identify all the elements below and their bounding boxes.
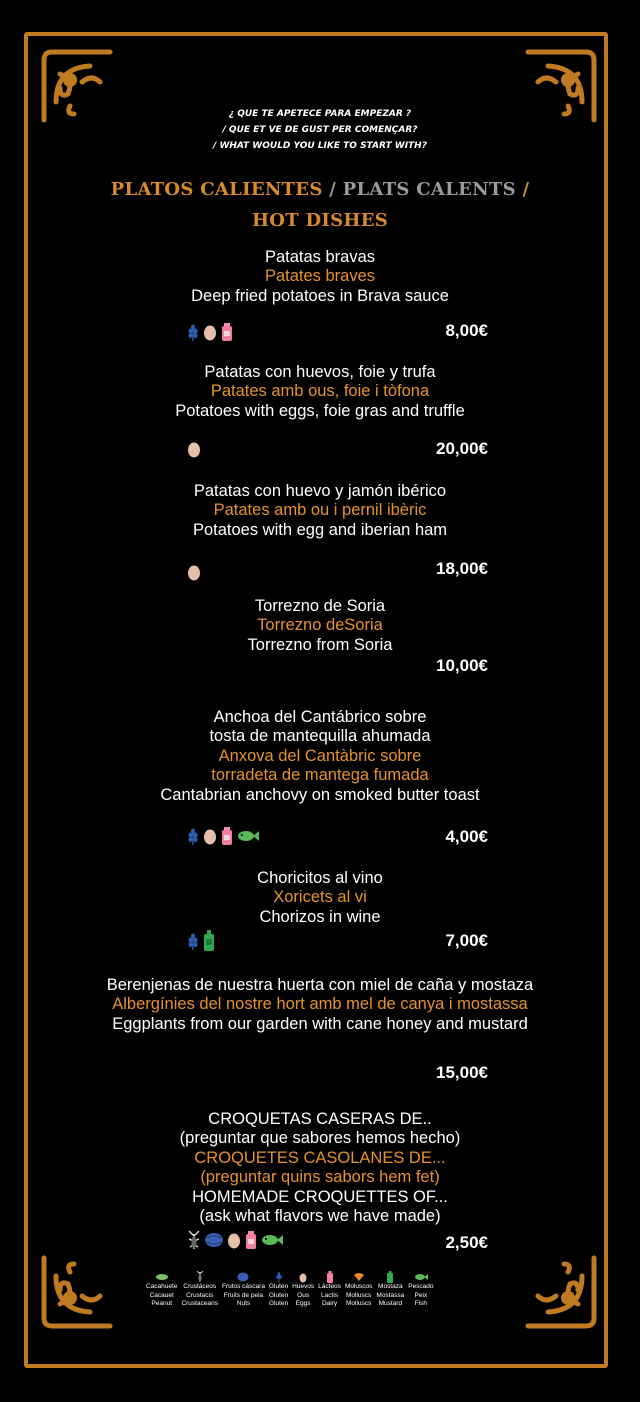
dish-price: 10,00€ [436, 656, 488, 675]
menu-item [0, 708, 640, 805]
legend-label-es: Pescado [408, 1283, 434, 1290]
legend-label-en: Crustaceans [181, 1300, 218, 1307]
legend-label-en: Eggs [295, 1300, 311, 1307]
dish-name-en: Deep fried potatoes in Brava sauce [191, 286, 449, 305]
allergen-legend [146, 1271, 434, 1309]
mustard-icon [202, 930, 216, 952]
egg-icon [202, 323, 218, 341]
gluten-icon [186, 323, 200, 341]
dish-name-en: Torrezno from Soria [247, 635, 393, 654]
legend-label-ca: Lactis [321, 1291, 339, 1299]
legend-label-es: Moluscos [344, 1283, 373, 1290]
dish-name-ca-line2: torradeta de mantega fumada [211, 766, 429, 785]
dish-name-ca-line1: Anxova del Cantàbric sobre [218, 746, 422, 765]
menu-item [0, 363, 640, 421]
dish-name-ca: Patates amb ous, foie i tòfona [210, 382, 430, 401]
egg-icon [202, 827, 218, 845]
legend-label-en: Molluscs [346, 1300, 372, 1307]
legend-label-es: Lácteos [318, 1283, 341, 1290]
dish-name-en: Potatoes with eggs, foie gras and truffle [175, 401, 465, 420]
legend-label-es: Gluten [268, 1283, 289, 1290]
dish-name-ca-line2: (preguntar quins sabors hem fet) [200, 1168, 440, 1187]
dish-price: 20,00€ [436, 439, 488, 458]
mustard-icon [386, 1271, 394, 1283]
legend-item-nuts [222, 1271, 265, 1309]
crustacean-icon [196, 1271, 204, 1283]
dish-name-es: Patatas bravas [264, 248, 376, 266]
dish-name-es: Torrezno de Soria [254, 597, 386, 615]
ornament-bottom-right-icon [520, 1250, 608, 1338]
dish-price: 8,00€ [445, 321, 488, 340]
dish-price: 15,00€ [436, 1063, 488, 1082]
intro-line-ca: / QUE ET VE DE GUST PER COMENÇAR? [222, 125, 418, 135]
dish-name-ca-line1: CROQUETES CASOLANES DE... [194, 1148, 446, 1167]
menu-item [0, 1110, 640, 1226]
legend-item-mustard [376, 1271, 404, 1309]
legend-item-gluten [269, 1271, 288, 1309]
dish-price: 4,00€ [445, 827, 488, 846]
dish-name-ca: Albergínies del nostre hort amb mel de canya i mostassa [112, 995, 528, 1014]
egg-icon [186, 563, 202, 581]
allergen-icons [186, 825, 260, 847]
legend-label-es: Cacahuete [146, 1283, 178, 1290]
dish-name-es-line2: tosta de mantequilla ahumada [209, 727, 431, 746]
mollusc-icon [353, 1272, 365, 1282]
fish-icon [236, 828, 260, 844]
intro-question [0, 106, 640, 154]
section-title-ca: PLATS CALENTS [342, 179, 516, 200]
dish-name-en: Eggplants from our garden with cane honey and mustard [112, 1014, 528, 1033]
legend-item-crustaceans [181, 1271, 218, 1309]
menu-item [0, 482, 640, 540]
dish-name-es: Choricitos al vino [257, 869, 383, 887]
egg-icon [186, 440, 202, 458]
dairy-icon [326, 1271, 334, 1283]
gluten-icon [275, 1271, 283, 1283]
legend-label-en: Nuts [236, 1300, 251, 1307]
dairy-icon [244, 1230, 258, 1250]
legend-label-es: Crustáceos [183, 1283, 217, 1290]
ornament-bottom-left-icon [30, 1250, 118, 1338]
nuts-icon [237, 1272, 249, 1282]
allergen-icons [186, 561, 202, 583]
intro-line-en: / WHAT WOULD YOU LIKE TO START WITH? [213, 141, 427, 151]
legend-item-peanut [146, 1271, 177, 1309]
fish-icon [414, 1273, 428, 1281]
legend-item-dairy [318, 1271, 341, 1309]
legend-label-es: Huevos [292, 1283, 315, 1290]
legend-label-ca: Ous [297, 1291, 310, 1299]
menu-item [0, 976, 640, 1034]
legend-label-es: Mostaza [378, 1283, 403, 1290]
intro-line-es: ¿ QUE TE APETECE PARA EMPEZAR ? [228, 109, 412, 119]
legend-label-ca: Mostassa [376, 1291, 405, 1299]
allergen-icons [186, 930, 216, 952]
fish-icon [260, 1232, 284, 1248]
gluten-icon [186, 932, 200, 950]
dish-name-ca: Xoricets al vi [273, 888, 367, 907]
dish-name-en: Chorizos in wine [259, 907, 381, 926]
dish-name-es-line1: CROQUETAS CASERAS DE.. [208, 1110, 432, 1128]
allergen-icons [186, 1229, 284, 1251]
dish-name-ca: Patates braves [264, 267, 376, 286]
legend-item-fish [408, 1271, 433, 1309]
menu-item [0, 248, 640, 306]
legend-item-molluscs [345, 1271, 372, 1309]
egg-icon [226, 1231, 242, 1249]
egg-icon [299, 1272, 307, 1283]
dish-name-en-line1: HOMEMADE CROQUETTES OF... [192, 1187, 448, 1206]
dish-name-ca: Patates amb ou i pernil ibèric [213, 501, 427, 520]
legend-label-en: Gluten [268, 1300, 289, 1307]
legend-label-ca: Fruits de pela [223, 1291, 264, 1299]
allergen-icons [186, 438, 202, 460]
legend-label-ca: Molluscs [346, 1291, 372, 1299]
section-title-sep: / [515, 179, 530, 200]
legend-item-eggs [292, 1271, 314, 1309]
section-title-es: PLATOS CALIENTES [110, 179, 323, 200]
crustacean-icon [186, 1230, 202, 1250]
legend-label-ca: Peix [414, 1291, 428, 1299]
dish-name-es: Patatas con huevo y jamón ibérico [193, 482, 447, 500]
nuts-icon [204, 1231, 224, 1249]
dish-name-es: Berenjenas de nuestra huerta con miel de caña y mostaza [106, 976, 534, 994]
peanut-icon [155, 1273, 169, 1281]
legend-label-ca: Cacauet [149, 1291, 174, 1299]
dish-price: 7,00€ [445, 931, 488, 950]
allergen-icons [186, 321, 234, 343]
legend-label-ca: Crustacis [186, 1291, 214, 1299]
legend-label-en: Mustard [378, 1300, 403, 1307]
legend-label-en: Fish [414, 1300, 428, 1307]
section-title [110, 174, 530, 236]
dish-name-ca: Torrezno deSoria [257, 616, 383, 635]
dish-price: 2,50€ [445, 1233, 488, 1252]
dish-name-es: Patatas con huevos, foie y trufa [204, 363, 436, 381]
section-title-en: HOT DISHES [251, 210, 389, 231]
dish-price: 18,00€ [436, 559, 488, 578]
legend-label-en: Dairy [321, 1300, 338, 1307]
dish-name-es-line1: Anchoa del Cantábrico sobre [213, 708, 427, 726]
legend-label-en: Peanut [151, 1300, 173, 1307]
dish-name-en: Cantabrian anchovy on smoked butter toast [160, 785, 480, 804]
menu-item [0, 597, 640, 655]
gluten-icon [186, 827, 200, 845]
menu-item [0, 869, 640, 927]
dish-name-es-line2: (preguntar que sabores hemos hecho) [179, 1129, 461, 1148]
dairy-icon [220, 826, 234, 846]
legend-label-es: Frutos cáscara [221, 1283, 265, 1290]
dish-name-en: Potatoes with egg and iberian ham [192, 520, 448, 539]
section-title-sep: / [322, 179, 343, 200]
legend-label-ca: Gluten [268, 1291, 289, 1299]
dairy-icon [220, 322, 234, 342]
dish-name-en-line2: (ask what flavors we have made) [199, 1207, 441, 1226]
